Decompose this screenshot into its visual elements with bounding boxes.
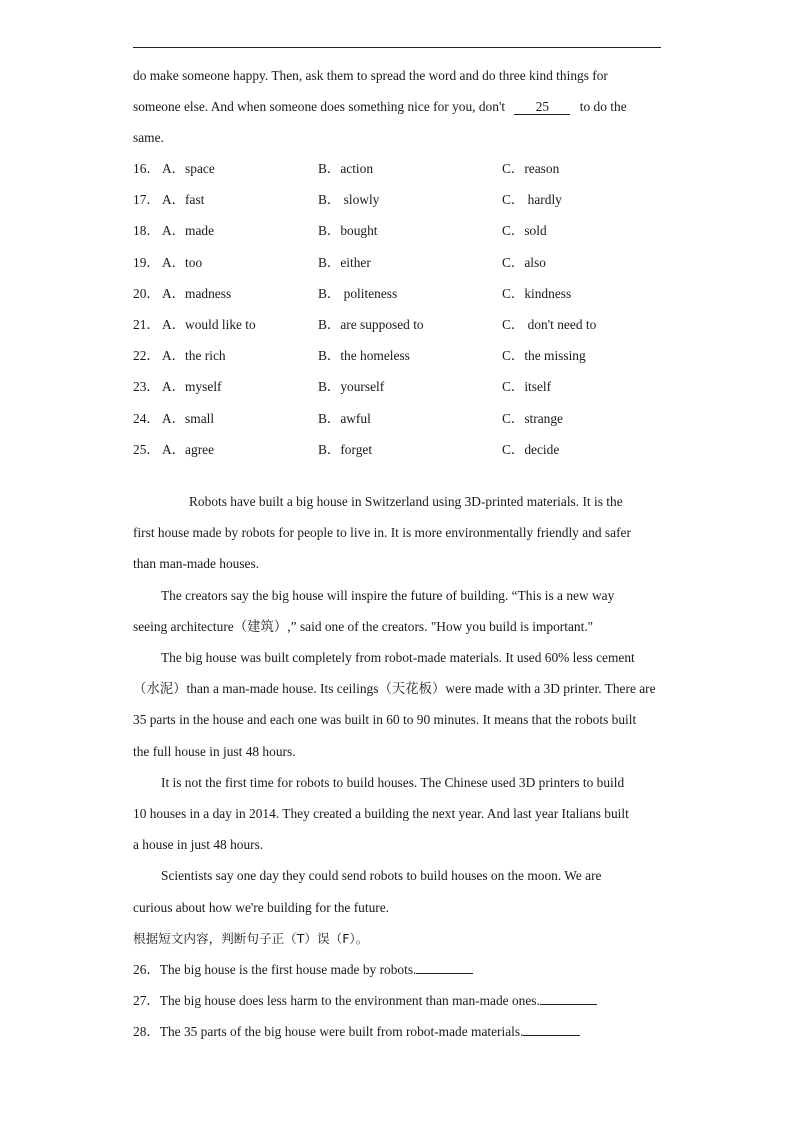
question-number: 20．: [133, 286, 160, 301]
passage2-p3-line-4: the full house in just 48 hours.: [133, 744, 296, 759]
option-a: A．too: [162, 255, 203, 270]
passage2-p1-line-3: than man-made houses.: [133, 556, 260, 571]
question-number: 28．: [133, 1024, 160, 1039]
question-number: 27．: [133, 993, 160, 1008]
option-c: C．the missing: [502, 348, 586, 363]
passage2-p4-line-2: 10 houses in a day in 2014. They created a building the next year. And last year Italians built: [133, 806, 629, 821]
option-a: A．myself: [162, 379, 222, 394]
question-number: 26．: [133, 962, 160, 977]
passage2-p3-line-3: 35 parts in the house and each one was built in 60 to 90 minutes. It means that the robots built: [133, 712, 637, 727]
tf-question-26: [133, 961, 473, 979]
answer-blank-25: 25: [514, 100, 570, 115]
question-text: The big house is the first house made by robots.: [159, 962, 417, 977]
option-a: A．the rich: [162, 348, 226, 363]
option-b: B．bought: [318, 223, 378, 238]
passage2-p4-line-1: It is not the first time for robots to build houses. The Chinese used 3D printers to build: [161, 775, 625, 790]
option-a: A．fast: [162, 192, 205, 207]
passage2-p4-line-3: a house in just 48 hours.: [133, 837, 264, 852]
passage2-p3-line-1: The big house was built completely from robot-made materials. It used 60% less cement: [161, 650, 635, 665]
option-b: B．the homeless: [318, 348, 410, 363]
option-b: B． politeness: [318, 286, 398, 301]
option-b: B．awful: [318, 411, 371, 426]
passage2-p2-line-2: seeing architecture（建筑）,” said one of the creators. "How you build is important.": [133, 619, 594, 634]
passage1-line-3: same.: [133, 130, 164, 145]
tf-question-27: [133, 992, 597, 1010]
option-a: A．agree: [162, 442, 215, 457]
passage1-line-2-after: to do the: [579, 99, 627, 114]
option-a: A．space: [162, 161, 215, 176]
passage1-line-2: [133, 98, 627, 116]
question-number: 25．: [133, 442, 160, 457]
option-c: C．kindness: [502, 286, 572, 301]
option-b: B．action: [318, 161, 374, 176]
option-b: B．are supposed to: [318, 317, 424, 332]
passage2-p2-line-1: The creators say the big house will inspire the future of building. “This is a new way: [161, 588, 615, 603]
question-number: 17．: [133, 192, 160, 207]
answer-blank[interactable]: [540, 992, 597, 1005]
question-text: The big house does less harm to the environment than man-made ones.: [159, 993, 540, 1008]
question-number: 23．: [133, 379, 160, 394]
passage2-p5-line-2: curious about how we're building for the future.: [133, 900, 390, 915]
option-b: B．yourself: [318, 379, 385, 394]
passage2-p5-line-1: Scientists say one day they could send robots to build houses on the moon. We are: [161, 868, 602, 883]
question-number: 18．: [133, 223, 160, 238]
passage1-line-2-before: someone else. And when someone does something nice for you, don't: [133, 99, 506, 114]
passage1-line-1: do make someone happy. Then, ask them to spread the word and do three kind things for: [133, 68, 608, 83]
option-c: C．sold: [502, 223, 547, 238]
option-a: A．made: [162, 223, 215, 238]
question-number: 21．: [133, 317, 160, 332]
option-b: B． slowly: [318, 192, 380, 207]
option-b: B．either: [318, 255, 371, 270]
option-c: C．also: [502, 255, 546, 270]
tf-question-28: [133, 1023, 580, 1041]
answer-blank[interactable]: [416, 961, 473, 974]
option-b: B．forget: [318, 442, 373, 457]
option-c: C．itself: [502, 379, 552, 394]
option-c: C．strange: [502, 411, 563, 426]
option-c: C．decide: [502, 442, 560, 457]
option-c: C． hardly: [502, 192, 562, 207]
option-a: A．small: [162, 411, 215, 426]
passage2-p1-line-1: Robots have built a big house in Switzerland using 3D-printed materials. It is the: [189, 494, 623, 509]
option-c: C．reason: [502, 161, 560, 176]
passage2-p3-line-2: （水泥）than a man-made house. Its ceilings（天花板）were made with a 3D printer. There are: [133, 681, 656, 696]
question-number: 19．: [133, 255, 160, 270]
tf-instruction: 根据短文内容，判断句子正（T）误（F）。: [133, 931, 369, 946]
option-c: C． don't need to: [502, 317, 597, 332]
question-number: 16．: [133, 161, 160, 176]
question-number: 24．: [133, 411, 160, 426]
header-rule: [133, 47, 661, 48]
question-text: The 35 parts of the big house were built from robot-made materials.: [159, 1024, 524, 1039]
option-a: A．would like to: [162, 317, 256, 332]
passage2-p1-line-2: first house made by robots for people to live in. It is more environmentally friendly and safer: [133, 525, 631, 540]
option-a: A．madness: [162, 286, 232, 301]
answer-blank[interactable]: [523, 1023, 580, 1036]
question-number: 22．: [133, 348, 160, 363]
